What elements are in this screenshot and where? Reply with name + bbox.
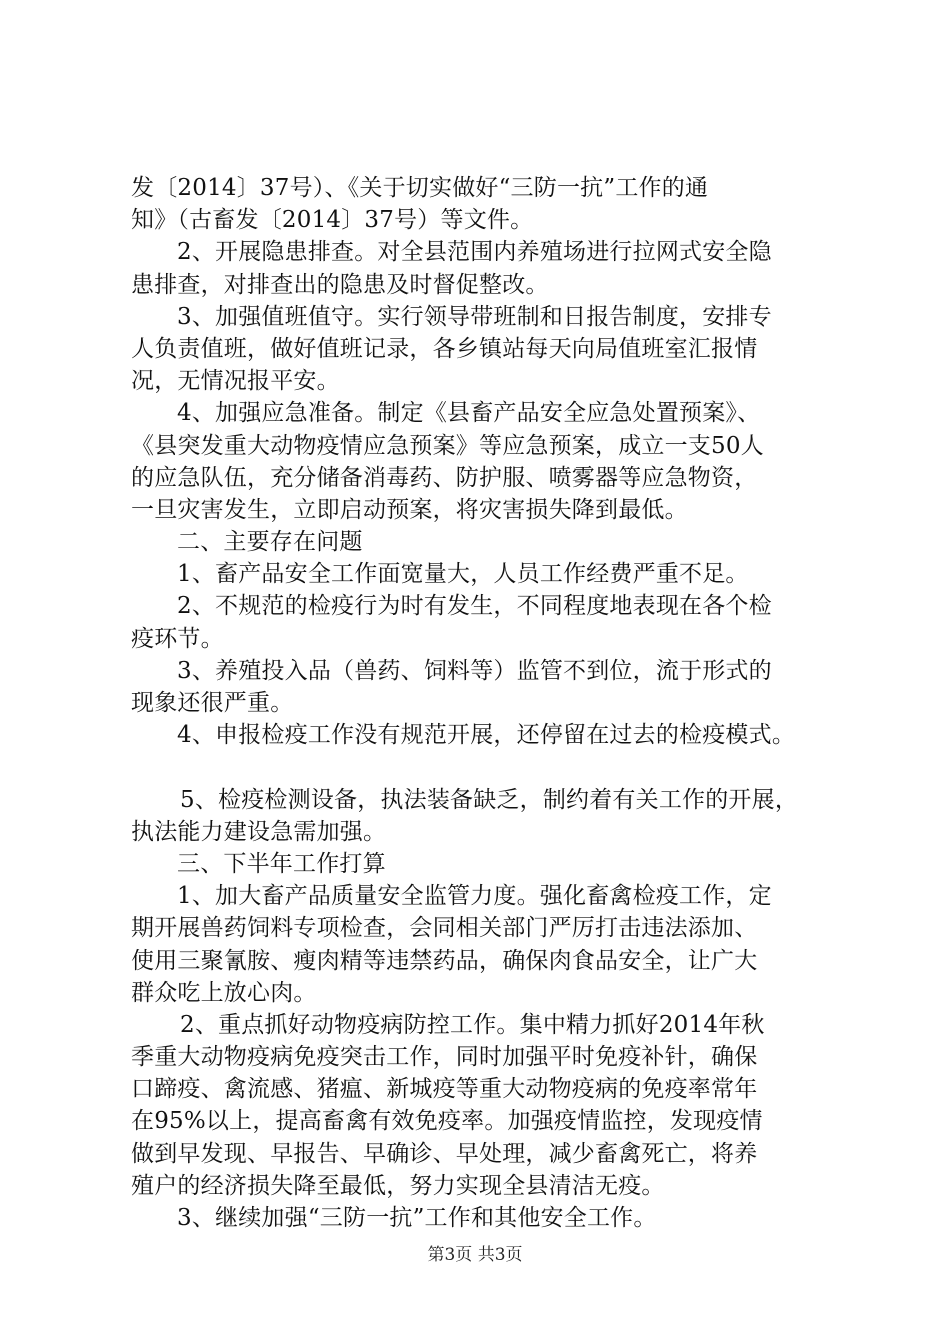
- paragraph-start: 4、申报检疫工作没有规范开展，还停留在过去的检疫模式。: [177, 722, 796, 749]
- text-line: 现象还很严重。: [131, 690, 294, 716]
- text-line: 做到早发现、早报告、早确诊、早处理，减少畜禽死亡，将养: [131, 1140, 758, 1167]
- text-line: 患排查，对排查出的隐患及时督促整改。: [131, 271, 549, 298]
- paragraph-start: 1、畜产品安全工作面宽量大，人员工作经费严重不足。: [177, 561, 749, 588]
- section-heading: 二、主要存在问题: [177, 529, 363, 556]
- section-heading: 三、下半年工作打算: [177, 850, 386, 877]
- paragraph-start: 3、继续加强“三防一抗”工作和其他安全工作。: [177, 1205, 657, 1231]
- text-line: 《县突发重大动物疫情应急预案》等应急预案，成立一支50人: [131, 432, 764, 459]
- paragraph-start: 5、检疫检测设备，执法装备缺乏，制约着有关工作的开展，: [180, 786, 799, 813]
- document-body: [131, 172, 831, 1234]
- text-line: 群众吃上放心肉。: [131, 979, 317, 1006]
- paragraph-start: 3、养殖投入品（兽药、饲料等）监管不到位，流于形式的: [177, 657, 772, 684]
- page-number: 第3页 共3页: [427, 1245, 523, 1265]
- text-line: 口蹄疫、禽流感、猪瘟、新城疫等重大动物疫病的免疫率常年: [131, 1076, 758, 1103]
- paragraph-start: 2、重点抓好动物疫病防控工作。集中精力抓好2014年秋: [180, 1011, 765, 1038]
- text-line: 殖户的经济损失降至最低，努力实现全县清洁无疫。: [131, 1172, 665, 1199]
- paragraph-start: 2、开展隐患排查。对全县范围内养殖场进行拉网式安全隐: [177, 239, 772, 266]
- text-line: 人负责值班，做好值班记录，各乡镇站每天向局值班室汇报情: [131, 335, 758, 362]
- text-line: 一旦灾害发生，立即启动预案，将灾害损失降到最低。: [131, 496, 688, 523]
- text-line: 知》（古畜发〔2014〕37号）等文件。: [131, 207, 534, 234]
- paragraph-start: 1、加大畜产品质量安全监管力度。强化畜禽检疫工作，定: [177, 883, 772, 910]
- text-line: 执法能力建设急需加强。: [131, 818, 387, 845]
- paragraph-start: 2、不规范的检疫行为时有发生，不同程度地表现在各个检: [177, 593, 772, 620]
- text-line: 季重大动物疫病免疫突击工作，同时加强平时免疫补针，确保: [131, 1044, 758, 1071]
- text-line: 使用三聚氰胺、瘦肉精等违禁药品，确保肉食品安全，让广大: [131, 947, 758, 974]
- paragraph-start: 3、加强值班值守。实行领导带班制和日报告制度，安排专: [177, 303, 772, 330]
- text-line: 疫环节。: [131, 625, 224, 652]
- text-line: 期开展兽药饲料专项检查，会同相关部门严厉打击违法添加、: [131, 915, 758, 942]
- paragraph-start: 4、加强应急准备。制定《县畜产品安全应急处置预案》、: [177, 400, 761, 427]
- text-line: 发〔2014〕37号）、《关于切实做好“三防一抗”工作的通: [131, 175, 709, 201]
- text-line: 在95%以上，提高畜禽有效免疫率。加强疫情监控，发现疫情: [131, 1108, 763, 1135]
- text-line: 的应急队伍，充分储备消毒药、防护服、喷雾器等应急物资，: [131, 464, 758, 491]
- blank-line: [131, 751, 831, 783]
- text-line: 况，无情况报平安。: [131, 368, 340, 395]
